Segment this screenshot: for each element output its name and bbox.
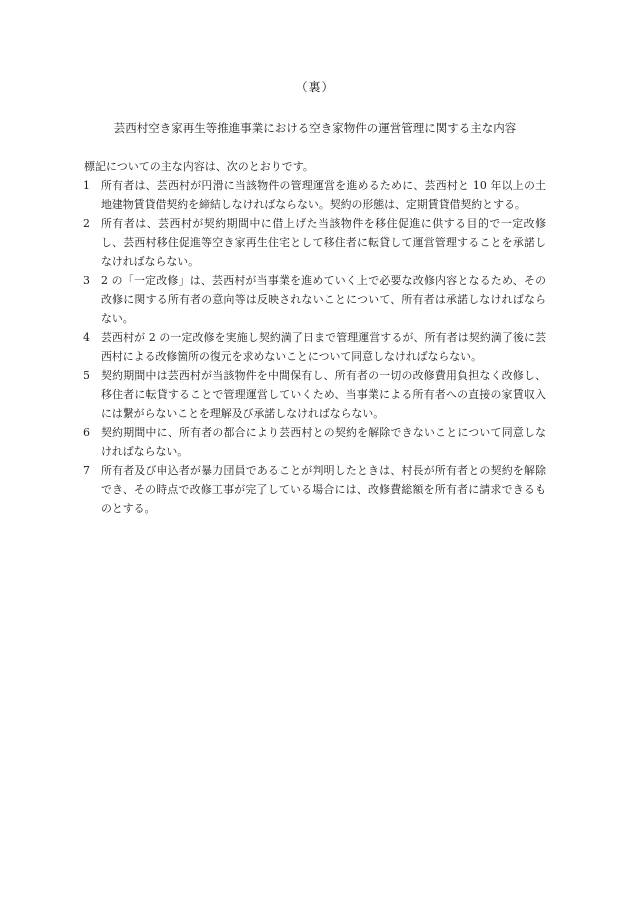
item-number: 7 [83,464,90,477]
item-text: 契約期間中は芸西村が当該物件を中間保有し、所有者の一切の改修費用負担なく改修し、移住者に転貸することで管理運営していくため、当事業による所有者への直接の家賃収入には繋がらないことを理解及び承諾しなければならない。 [101,369,546,420]
document-title: 芸西村空き家再生等推進事業における空き家物件の運営管理に関する主な内容 [113,121,517,135]
item-text: 所有者は、芸西村が契約期間中に借上げた当該物件を移住促進に供する目的で一定改修し、芸西村移住促進等空き家再生住宅として移住者に転貸して運営管理することを承諾しなければならない。 [101,217,546,268]
list-item [0,366,546,423]
item-number: 2 [83,217,90,230]
item-number: 5 [83,369,90,382]
terms-list [0,176,630,518]
list-item [0,214,546,271]
back-side-label: （裏） [295,80,335,94]
item-number: 4 [83,331,90,344]
list-item [0,176,546,214]
list-item [0,271,546,328]
item-number: 3 [83,274,90,287]
list-item [0,461,546,518]
list-item [0,423,546,461]
item-number: 6 [83,426,90,439]
list-item [0,328,546,366]
item-text: 契約期間中に、所有者の都合により芸西村との契約を解除できないことについて同意しなければならない。 [101,426,546,458]
item-text: 芸西村が 2 の一定改修を実施し契約満了日まで管理運営するが、所有者は契約満了後に芸西村による改修箇所の復元を求めないことについて同意しなければならない。 [101,331,546,363]
item-text: 所有者は、芸西村が円滑に当該物件の管理運営を進めるために、芸西村と 10 年以上の土地建物賃貸借契約を締結しなければならない。契約の形態は、定期賃貸借契約とする。 [101,179,546,211]
item-text: 所有者及び申込者が暴力団員であることが判明したときは、村長が所有者との契約を解除でき、その時点で改修工事が完了している場合には、改修費総額を所有者に請求できるものとする。 [101,464,546,515]
item-text: 2 の「一定改修」は、芸西村が当事業を進めていく上で必要な改修内容となるため、その改修に関する所有者の意向等は反映されないことについて、所有者は承諾しなければならない。 [101,274,546,325]
item-number: 1 [83,179,90,192]
intro-text: 標記についての主な内容は、次のとおりです。 [84,160,314,173]
